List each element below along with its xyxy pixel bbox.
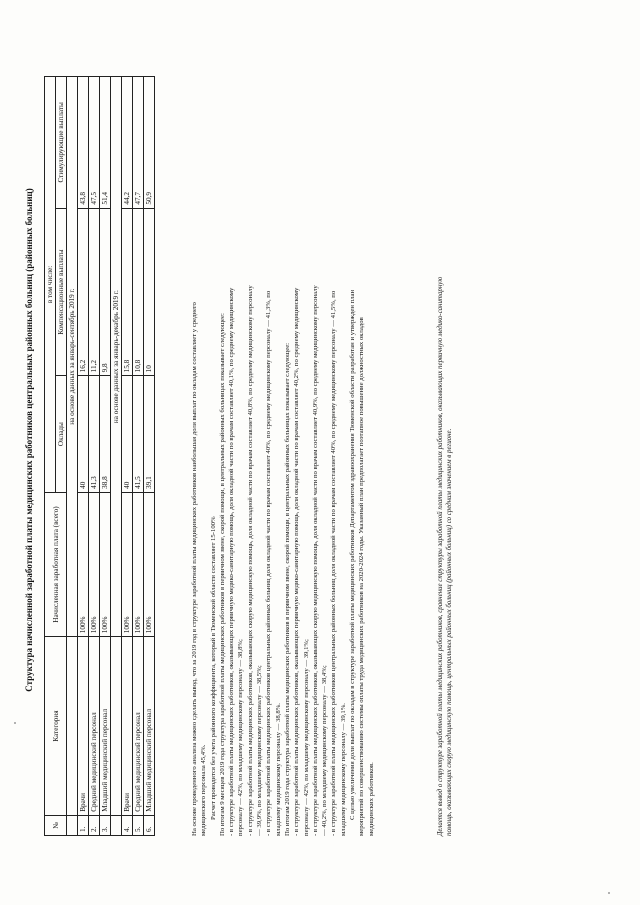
paragraph-line: - в структуре заработной платы медицинских работников, оказывающих первичную медико-санитарную помощь, доля окладной части по врачам составляет 40,2%, по среднему медицинскому (293, 287, 301, 836)
row-salaries: 40 (78, 376, 89, 492)
rotated-document (22, 48, 492, 860)
paragraph-line: — 39,9%, по младшему медицинскому персоналу — 38,5%; (256, 665, 264, 836)
paragraph-line: младшему медицинскому персоналу — 38,8%. (274, 703, 282, 836)
paragraph-line: младшему медицинскому персоналу — 39,1%. (339, 703, 347, 836)
row-compensation: 10,8 (133, 208, 144, 376)
paragraph-line: - в структуре заработной платы медицинских работников, оказывающих скорую медицинскую помощь, доля окладной части по врачам составляет 40,8%, по среднему медицинскому персоналу (246, 285, 254, 836)
row-compensation: 15,8 (122, 208, 133, 376)
paragraph-line: По итогам 2019 года структура заработной платы медицинских работников в первичном звене, скорой помощи, в центральных районных больницах показывает следующее: (283, 342, 291, 836)
table-row (122, 77, 133, 836)
scan-speck (14, 722, 16, 724)
row-compensation: 9,8 (100, 208, 111, 376)
paragraph-line: По итогам 9 месяцев 2019 года структура заработной платы медицинских работников в первичном звене, скорой помощи, в центральных районных больницах показывает следующее: (218, 313, 226, 836)
section-jan-dec: на основе данных за январь-декабрь 2019 г. (111, 77, 122, 637)
row-salaries: 38,8 (100, 376, 111, 492)
row-category: Средний медицинский персонал (89, 637, 100, 816)
paragraph-line: медицинского персонала 45,4%. (200, 744, 208, 836)
table-row (100, 77, 111, 836)
row-total: 100% (89, 492, 100, 636)
paragraph-line: — 40,2%, по младшему медицинскому персоналу — 38,4%; (321, 665, 329, 836)
header-num: № (45, 815, 67, 835)
row-total: 100% (100, 492, 111, 636)
row-incentive: 50,9 (144, 77, 155, 209)
header-compensation: Компенсационные выплаты (56, 208, 67, 376)
row-compensation: 16,2 (78, 208, 89, 376)
row-incentive: 43,8 (78, 77, 89, 209)
paragraph-line: Расчет проводится без учета районного коэффициента, который в Тюменской области составляет 15-100% (209, 516, 217, 820)
header-incentive: Стимулирующие выплаты (56, 77, 67, 209)
section-jan-sep: на основе данных за январь-сентябрь 2019 г. (67, 77, 78, 637)
paragraph-line: На основе проведенного анализа можно сделать вывод, что за 2019 год в структуре заработной платы медицинских работников наибольшая доля выплат по окладам составляет у среднего (191, 302, 198, 836)
paragraph-line: С целью увеличения доли выплат по окладам в структуре заработной платы медицинских работников Департаментом здравоохранения Тюменской области разработан и утвержден план (349, 289, 357, 820)
paragraph-line: медицинских работников. (367, 762, 375, 836)
paragraph-line: - в структуре заработной платы медицинских работников, оказывающих скорую медицинскую помощь, доля окладной части по врачам составляет 40,9%, по среднему медицинскому персоналу (311, 285, 319, 836)
paragraph-line: - в структуре заработной платы медицинских работников, оказывающих первичную медико-санитарную помощь, доля окладной части по врачам составляет 40,1%, по среднему медицинскому (228, 287, 236, 836)
row-category: Средний медицинский персонал (133, 637, 144, 816)
paragraph-line: персоналу — 42%, по младшему медицинскому персоналу — 38,8%; (237, 639, 245, 836)
row-total: 100% (144, 492, 155, 636)
header-including: в том числе: (45, 77, 56, 493)
row-total: 100% (122, 492, 133, 636)
header-category: Категория (45, 637, 67, 816)
salary-structure-table (44, 76, 155, 836)
row-salaries: 40 (122, 376, 133, 492)
paragraph-line: - в структуре заработной платы медицинских работников центральных районных больниц доля окладной части по врачам составляет 40%, по среднему медицинскому персоналу — 41,3%, по (265, 290, 273, 836)
paragraph-line: персоналу — 42%, по младшему медицинскому персоналу — 39,1%; (302, 639, 310, 836)
row-compensation: 10 (144, 208, 155, 376)
row-salaries: 41,3 (89, 376, 100, 492)
row-num: 6. (144, 815, 155, 835)
scan-speck (608, 892, 610, 894)
row-total: 100% (78, 492, 89, 636)
conclusion-text (436, 66, 455, 836)
row-num: 3. (100, 815, 111, 835)
row-salaries: 39,1 (144, 376, 155, 492)
row-category: Младший медицинский персонал (100, 637, 111, 816)
paragraph-line: - в структуре заработной платы медицинских работников центральных районных больниц доля окладной части по врачам составляет 40%, по среднему медицинскому персоналу — 41,5%, по (330, 290, 338, 836)
row-total: 100% (133, 492, 144, 636)
row-category: Врачи (78, 637, 89, 816)
row-incentive: 44,2 (122, 77, 133, 209)
table-row (89, 77, 100, 836)
table-row (133, 77, 144, 836)
table-row (78, 77, 89, 836)
table-row (144, 77, 155, 836)
row-num: 1. (78, 815, 89, 835)
row-incentive: 47,5 (89, 77, 100, 209)
header-salaries: Оклады (56, 376, 67, 492)
document-title: Структура начисленной заработной платы медицинских работников центральных районных больниц (районных больниц) (24, 188, 34, 692)
row-incentive: 51,4 (100, 77, 111, 209)
header-total: Начисленная заработная плата (всего) (45, 492, 67, 636)
row-incentive: 47,7 (133, 77, 144, 209)
row-num: 4. (122, 815, 133, 835)
row-num: 2. (89, 815, 100, 835)
conclusion-line: Делается вывод о структуре заработной платы медицинских работников, сравнение структуры заработной платы медицинских работников, оказывающих первичную медико-санитарную (437, 276, 444, 836)
row-category: Врачи (122, 637, 133, 816)
conclusion-line: помощь, оказывающих скорую медицинскую помощь, центральных районных больниц (районных больниц) со средним значением в регионе. (446, 428, 454, 836)
row-compensation: 11,2 (89, 208, 100, 376)
row-category: Младший медицинский персонал (144, 637, 155, 816)
row-salaries: 41,5 (133, 376, 144, 492)
row-num: 5. (133, 815, 144, 835)
analysis-text (190, 66, 376, 836)
paragraph-line: мероприятий по совершенствованию системы оплаты труда медицинских работников на 2020-2024 годы. Указанный план предполагает поэтапное повышение должностных окладов (358, 317, 366, 836)
